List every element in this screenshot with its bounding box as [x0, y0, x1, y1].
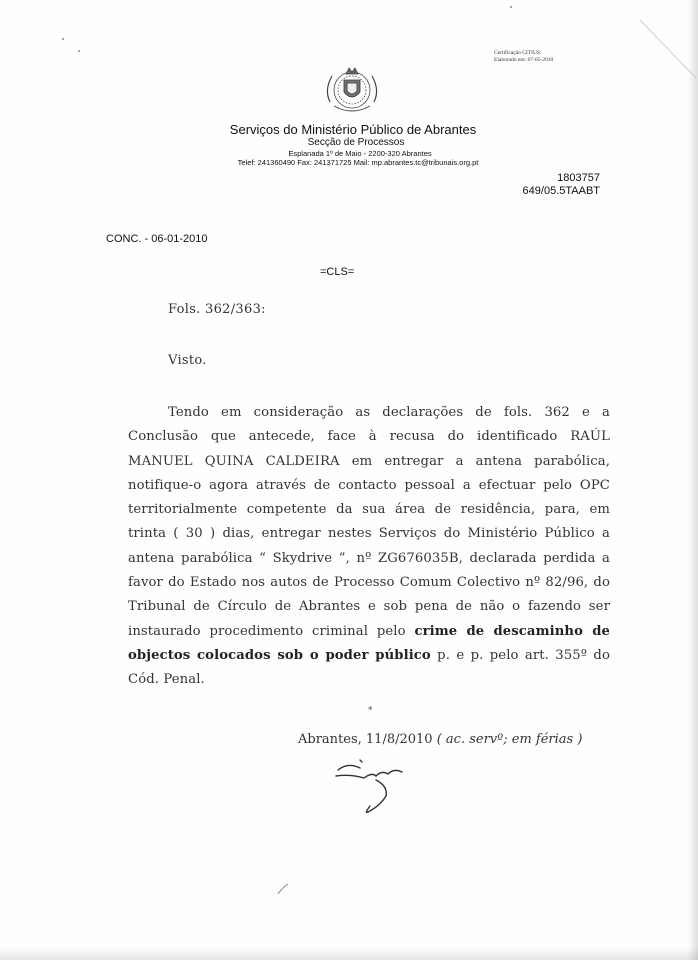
- office-name: Serviços do Ministério Público de Abrantes: [229, 122, 477, 137]
- scan-speck: [78, 50, 80, 52]
- service-note: ( ac. servº; em férias ): [436, 732, 583, 747]
- process-number: 649/05.5TAABT: [522, 185, 600, 197]
- office-address: Esplanada 1º de Maio - 2200-320 Abrantes: [288, 149, 432, 158]
- section-name: Secção de Processos: [307, 137, 405, 148]
- certification-stamp: [494, 50, 553, 64]
- cls-marker: =CLS=: [320, 266, 355, 278]
- visto-line: Visto.: [168, 353, 207, 368]
- order-paragraph: [128, 401, 610, 693]
- order-text-part2: p. e p. pelo art. 355º do Cód. Penal.: [128, 647, 610, 688]
- page-edge-shadow: [688, 0, 698, 960]
- order-text-part1: Tendo em consideração as declarações de fols. 362 e a Conclusão que antecede, face à recusa do identificado RAÚL MANUEL QUINA CALDEIRA em entregar a antena parabólica, notifique-o agora através de contacto pessoal a efectuar pelo OPC territorialmente competente da sua área de residência, para, em trinta ( 30 ) dias, entregar nestes Serviços do Ministério Público a antena parabólica “ Skydrive ”, nº ZG676035B, declarada perdida a favor do Estado nos autos de Processo Comum Colectivo nº 82/96, do Tribunal de Círculo de Abrantes e sob pena de não o fazendo ser instaurado procedimento criminal pelo: [128, 405, 610, 639]
- coat-of-arms-icon: [322, 62, 382, 118]
- letterhead: [200, 122, 506, 168]
- process-references: [440, 172, 600, 198]
- scan-speck: [62, 38, 64, 40]
- office-contacts: Telef: 241360490 Fax: 241371725 Mail: mp.abrantes.tc@tribunais.org.pt: [237, 158, 479, 167]
- conclusion-date: CONC. - 06-01-2010: [106, 233, 208, 245]
- stray-pen-mark: [276, 882, 290, 896]
- page-fold-mark: [638, 20, 698, 80]
- certification-line: Certificação CITIUS:: [494, 50, 542, 56]
- folios-reference: Fols. 362/363:: [168, 302, 266, 317]
- place-date-text: Abrantes, 11/8/2010: [298, 732, 433, 747]
- place-and-date: [298, 732, 582, 747]
- order-crime-bold: crime de descaminho de objectos colocados sob o poder público: [128, 623, 611, 663]
- handwritten-signature-icon: [330, 756, 420, 816]
- page-bottom-shadow: [0, 946, 698, 960]
- scan-speck: [510, 6, 512, 8]
- asterisk-mark: *: [368, 706, 373, 716]
- reference-number: 1803757: [557, 172, 600, 184]
- certification-date: Elaborado em: 07-05-2010: [494, 57, 554, 63]
